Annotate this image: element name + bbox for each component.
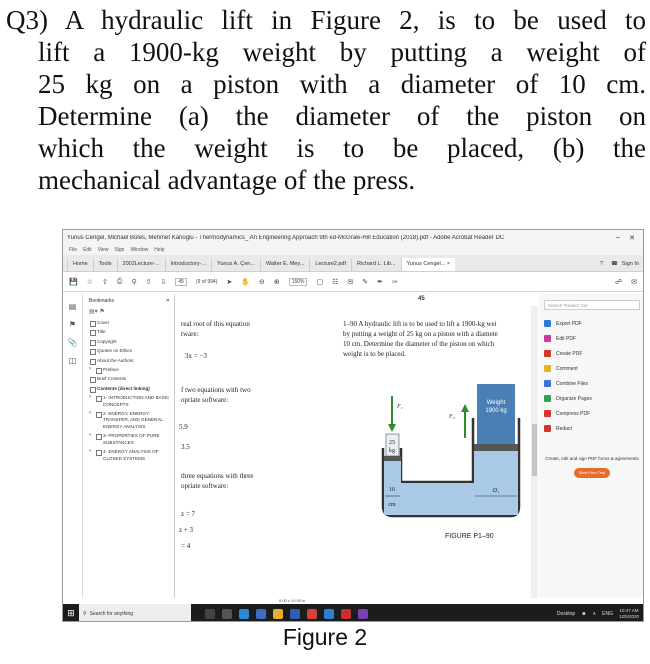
promo-text: Create, edit and sign PDF forms & agreements — [545, 456, 639, 461]
tool-label: Export PDF — [556, 320, 582, 327]
windows-start-icon[interactable]: ⊞ — [67, 608, 75, 618]
question-text — [6, 4, 646, 196]
folder-icon[interactable] — [273, 609, 283, 619]
weight-label: Weight — [486, 400, 506, 406]
menu-view[interactable]: View — [97, 247, 109, 253]
scroll-thumb[interactable] — [532, 424, 537, 476]
upload-icon[interactable]: ⇧ — [102, 278, 108, 286]
title-bar — [63, 230, 643, 245]
menu-bar — [63, 245, 643, 255]
page-text: z = 7 — [181, 510, 196, 518]
figure-caption: Figure 2 — [282, 624, 368, 650]
page-text: f two equations with two — [181, 386, 251, 394]
bookmark-item[interactable]: 3- PROPERTIES OF PURE SUBSTANCES › — [89, 433, 170, 446]
tool-label: Edit PDF — [556, 335, 577, 342]
save-icon[interactable]: 💾 — [69, 278, 78, 286]
highlight-icon[interactable]: ✎ — [362, 278, 369, 286]
tool-combine-files[interactable] — [544, 376, 640, 391]
sign-in-button[interactable]: Sign In — [621, 261, 639, 267]
pages-icon[interactable]: ▤ — [68, 302, 77, 311]
print-icon[interactable]: ⎙ — [116, 277, 123, 285]
d1-label: 10 — [389, 487, 395, 493]
page-number-input[interactable]: 45 — [175, 278, 187, 286]
search-icon[interactable]: ⚲ — [131, 278, 137, 286]
tool-create-pdf[interactable] — [544, 346, 640, 361]
fit-icon[interactable]: ▢ — [316, 278, 324, 286]
f2-label: F₂ — [449, 414, 455, 420]
page-text: tware: — [181, 330, 199, 338]
large-weight-block — [477, 384, 515, 444]
language-indicator[interactable]: ENG — [602, 610, 613, 617]
question-line: Determine (a) the diameter of the piston on — [38, 101, 646, 131]
d2-label: D₂ — [492, 488, 500, 494]
acrobat-icon[interactable] — [341, 609, 351, 619]
page-size-status: 8.00 x 10.00 in — [279, 598, 306, 603]
question-line: lift a 1900-kg weight by putting a weight of — [38, 37, 646, 67]
toolbar — [63, 272, 643, 292]
organize-pages-icon — [544, 395, 551, 402]
people-icon[interactable]: ☻ — [581, 610, 587, 617]
comment-icon[interactable]: ✉ — [347, 278, 354, 286]
question-line: which the weight is to be placed, (b) the — [38, 133, 646, 163]
problem-line: 1–90 A hydraulic lift is to be used to lift a 1900-kg wei — [343, 320, 497, 328]
bookmark-item[interactable]: Copyright — [89, 339, 170, 345]
tool-organize-pages[interactable] — [544, 391, 640, 406]
menu-edit[interactable]: Edit — [83, 247, 92, 253]
weight-value: 1900 kg — [485, 408, 507, 414]
export-pdf-icon — [544, 320, 551, 327]
tab-document[interactable]: Yunus A. Çen... — [211, 258, 260, 271]
large-piston — [474, 444, 518, 451]
tool-label: Create PDF — [556, 350, 583, 357]
left-nav-strip — [63, 294, 83, 598]
d1-unit: cm — [388, 502, 396, 508]
question-line: Q3) A hydraulic lift in Figure 2, is to be used to — [6, 5, 646, 35]
bookmark-icon[interactable]: ⚑ — [68, 320, 77, 329]
tab-document[interactable]: Introductory-... — [165, 258, 211, 271]
taskbar-search[interactable] — [79, 604, 191, 622]
desktop-toolbar[interactable]: Desktop — [556, 610, 576, 617]
sign-icon[interactable]: ✑ — [392, 278, 398, 286]
problem-line: by putting a weight of 25 kg on a piston with a diamete — [343, 330, 498, 338]
bookmark-item[interactable]: About the Authors — [89, 358, 170, 364]
tab-active-document[interactable]: Yunus Cengel... × — [401, 258, 456, 271]
task-view-icon[interactable] — [205, 609, 215, 619]
tool-comment[interactable] — [544, 361, 640, 376]
redact-icon — [544, 425, 551, 432]
close-icon[interactable]: ✕ — [165, 298, 170, 304]
page-scrollbar[interactable] — [531, 306, 538, 598]
free-trial-button[interactable]: Start Free Trial — [574, 468, 610, 478]
clock-date: 12/5/2020 — [618, 613, 639, 619]
system-tray — [557, 608, 644, 620]
mail-icon[interactable] — [324, 609, 334, 619]
menu-sign[interactable]: Sign — [114, 247, 125, 253]
menu-file[interactable]: File — [69, 247, 78, 253]
question-line: 25 kg on a piston with a diameter of 10 cm. — [38, 69, 646, 99]
bookmark-item[interactable]: 1- INTRODUCTION AND BASIC CONCEPTS › — [89, 395, 170, 408]
tab-tools[interactable]: Tools — [93, 258, 117, 271]
zoom-select[interactable]: 150% — [289, 278, 308, 286]
bell-icon[interactable]: ☎ — [611, 261, 618, 267]
page-text: opriate software: — [181, 396, 229, 404]
bookmarks-title: Bookmarks — [89, 298, 115, 304]
close-button[interactable]: ✕ — [629, 234, 635, 242]
menu-help[interactable]: Help — [154, 247, 165, 253]
tab-bar — [63, 255, 643, 272]
pdf-page — [175, 306, 539, 598]
tool-label: Compress PDF — [556, 410, 591, 417]
tab-document[interactable]: 2002Lecture-... — [117, 258, 165, 271]
page-text: 3.5 — [181, 443, 190, 451]
calculator-icon[interactable] — [222, 609, 232, 619]
help-icon[interactable]: ? — [599, 261, 604, 267]
create-pdf-icon — [544, 350, 551, 357]
media-icon[interactable] — [358, 609, 368, 619]
store-icon[interactable] — [256, 609, 266, 619]
taskbar-search-text: Search for anything — [89, 610, 134, 617]
attachment-icon[interactable]: 📎 — [67, 338, 78, 347]
tool-label: Redact — [556, 425, 572, 432]
hand-icon[interactable]: ✋ — [241, 278, 250, 286]
tool-label: Organize Pages — [556, 395, 592, 402]
small-mass-label: 25 — [389, 440, 395, 446]
page-down-icon[interactable]: ⇩ — [160, 278, 167, 286]
star-icon[interactable]: ☆ — [86, 278, 93, 286]
tab-home[interactable]: Home — [67, 258, 93, 271]
zoom-in-icon[interactable]: ⊕ — [273, 278, 280, 286]
bookmark-item[interactable]: Contents (direct linking) — [89, 386, 170, 392]
search-icon: ⚲ — [83, 610, 87, 617]
f1-label: F₁ — [397, 404, 403, 410]
page-count: (9 of 994) — [195, 278, 218, 285]
small-piston — [384, 456, 401, 461]
tool-label: Combine Files — [556, 380, 588, 387]
bookmark-item[interactable]: 4- ENERGY ANALYSIS OF CLOSED SYSTEMS › — [89, 449, 170, 462]
page-text: three equations with three — [181, 472, 254, 480]
small-mass-unit: kg — [389, 448, 395, 454]
network-icon[interactable]: ∧ — [592, 610, 597, 617]
page-text: z + 3 — [179, 526, 194, 534]
tool-label: Comment — [556, 365, 578, 372]
share-icon[interactable]: ☍ — [615, 278, 623, 286]
page-text: real root of this equation — [181, 320, 250, 328]
page-up-icon[interactable]: ⇧ — [145, 278, 152, 286]
edit-pdf-icon — [544, 335, 551, 342]
figure-caption: FIGURE P1–90 — [445, 533, 494, 540]
tool-export-pdf[interactable] — [544, 316, 640, 331]
draw-icon[interactable]: ✒ — [377, 278, 384, 286]
tool-compress-pdf[interactable] — [544, 406, 640, 421]
bookmark-item[interactable]: Quotes on Ethics — [89, 348, 170, 354]
tool-edit-pdf[interactable] — [544, 331, 640, 346]
problem-line: 10 cm. Determine the diameter of the piston on which — [343, 340, 495, 348]
fluid — [474, 450, 518, 483]
hydraulic-lift-figure — [361, 378, 531, 578]
tool-redact[interactable] — [544, 421, 640, 436]
scroll-icon[interactable]: ☷ — [332, 278, 339, 286]
page-text: = 4 — [181, 542, 191, 550]
bookmark-item[interactable]: Cover — [89, 320, 170, 326]
window-title: Yunus Cengel, Michael Boles, Mehmet Kanoglu - Thermodynamics_ An Engineering Approach 9th ed-McGraw-Hill Education (2018).pdf - Adobe Acrobat Reader DC — [67, 234, 505, 241]
select-icon[interactable]: ➤ — [226, 278, 233, 286]
tools-search-input[interactable]: Search 'Redact' Sor — [544, 300, 640, 310]
minimize-button[interactable]: – — [616, 234, 620, 241]
page-text: opriate software: — [181, 482, 229, 490]
tab-document[interactable]: Walter E. Mey... — [260, 258, 310, 271]
clock-time: 10:47 AM — [619, 607, 639, 613]
taskbar-clock[interactable] — [619, 608, 639, 620]
zoom-out-icon[interactable]: ⊖ — [258, 278, 265, 286]
bookmark-tools: ▤▾ ⚑ — [89, 309, 105, 315]
bookmarks-panel — [83, 294, 175, 598]
bookmark-item[interactable]: Preface › — [89, 367, 170, 373]
word-icon[interactable] — [290, 609, 300, 619]
chrome-icon[interactable] — [307, 609, 317, 619]
compress-pdf-icon — [544, 410, 551, 417]
combine-files-icon — [544, 380, 551, 387]
page-text: 3x = −3 — [185, 352, 207, 360]
comment-icon — [544, 365, 551, 372]
tab-document[interactable]: Lecture2.pdf — [309, 258, 351, 271]
tab-document[interactable]: Richard L. Lib... — [351, 258, 401, 271]
bookmark-item[interactable]: 2- ENERGY, ENERGY TRANSFER, AND GENERAL ENERGY ANALYSIS › — [89, 411, 170, 430]
menu-window[interactable]: Window — [130, 247, 149, 253]
acrobat-screenshot — [62, 229, 644, 622]
layers-icon[interactable]: ◫ — [68, 356, 77, 365]
question-line: mechanical advantage of the press. — [38, 165, 416, 195]
problem-line: weight is to be placed. — [343, 350, 406, 358]
edge-icon[interactable] — [239, 609, 249, 619]
bookmark-item[interactable]: Title — [89, 329, 170, 335]
mail-icon[interactable]: ✉ — [631, 278, 637, 286]
page-text: 5.9 — [179, 423, 188, 431]
bookmark-item[interactable]: Brief Contents — [89, 376, 170, 382]
tools-panel — [539, 294, 644, 598]
page-number-label: 45 — [418, 296, 425, 302]
windows-taskbar — [63, 604, 644, 622]
